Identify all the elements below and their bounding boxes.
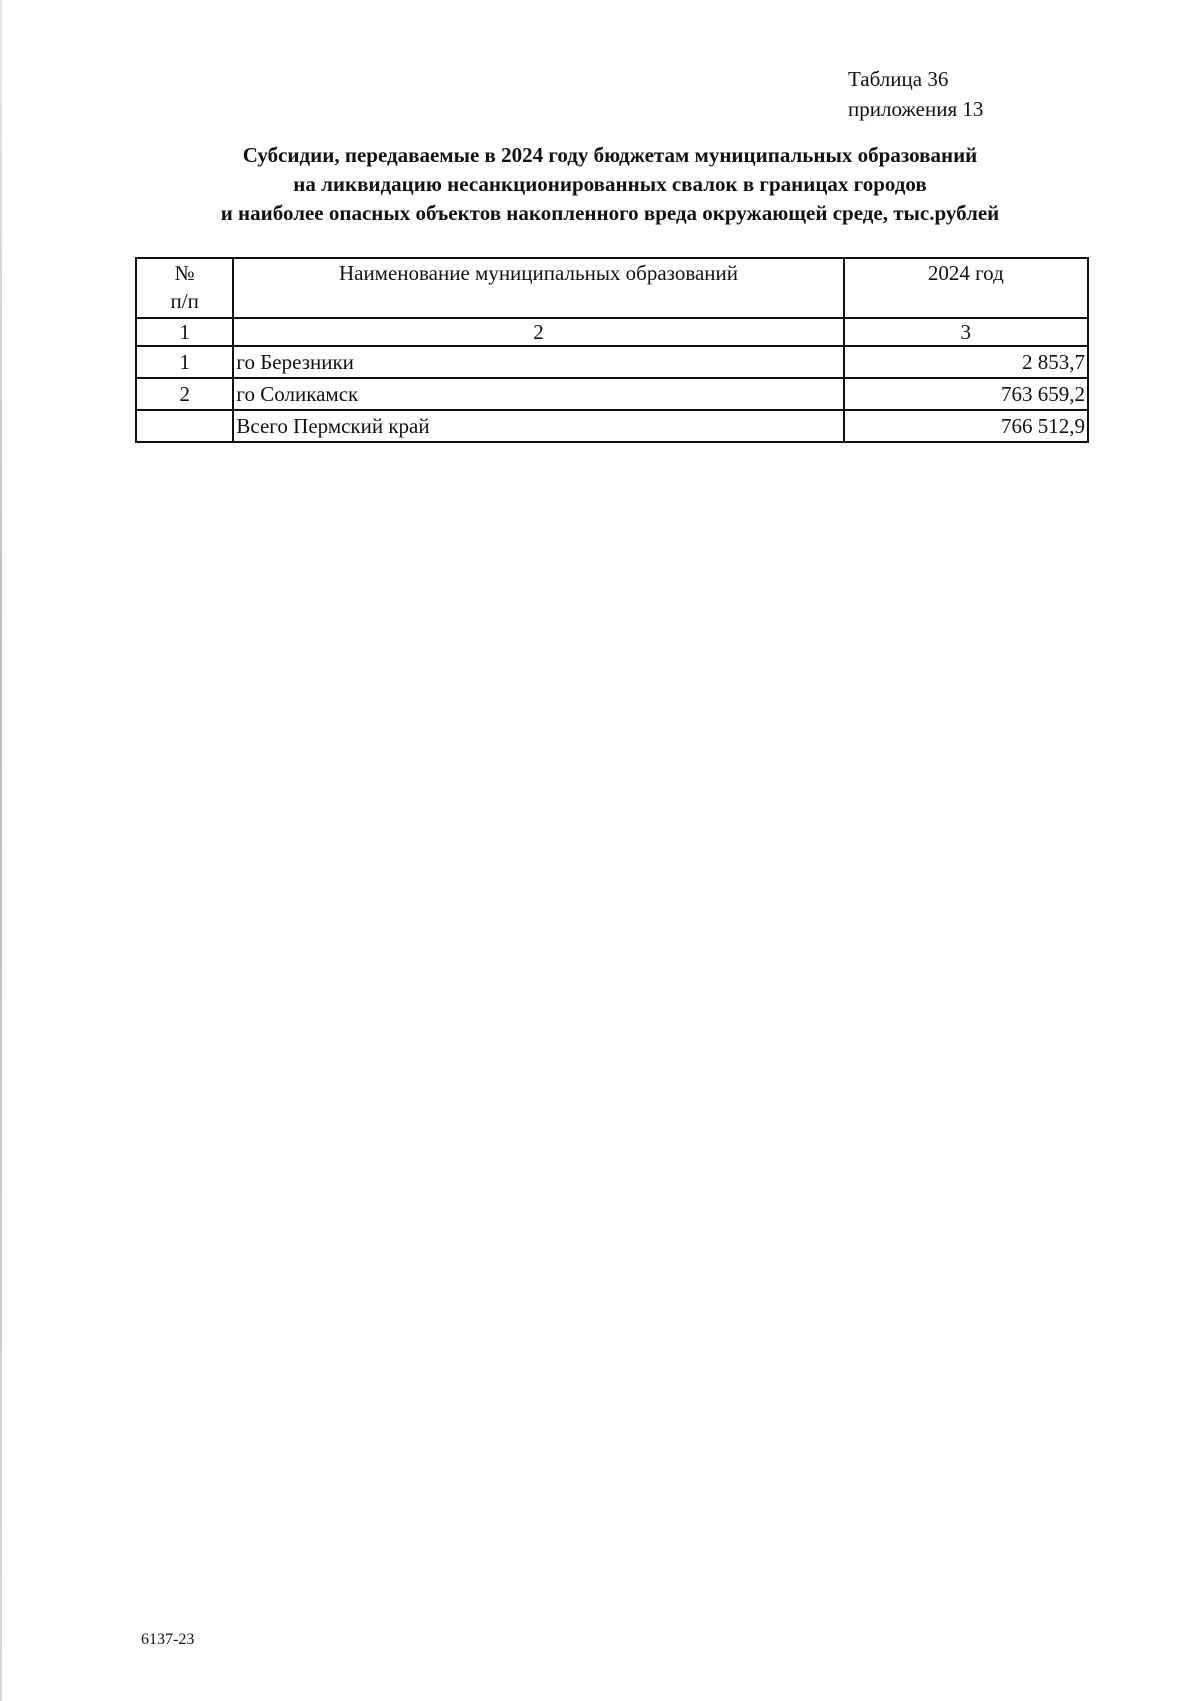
subsidies-table: [135, 257, 1089, 443]
row-name: Всего Пермский край: [233, 410, 843, 442]
row-number: [136, 410, 233, 442]
header-number-line-2: п/п: [170, 289, 199, 313]
column-number-1: 1: [136, 318, 233, 346]
appendix-label: приложения 13: [848, 97, 984, 121]
column-number-row: [136, 318, 1088, 346]
table-row: [136, 346, 1088, 378]
title-line-2: на ликвидацию несанкционированных свалок в границах городов: [293, 172, 927, 196]
table-label: Таблица 36: [848, 67, 949, 91]
document-code: 6137-23: [141, 1631, 195, 1648]
table-header-row: [136, 258, 1088, 318]
title-line-1: Субсидии, передаваемые в 2024 году бюджетам муниципальных образований: [242, 143, 978, 167]
row-value: 2 853,7: [844, 346, 1088, 378]
document-title: [110, 141, 1110, 228]
header-number: [136, 258, 233, 318]
header-number-line-1: №: [174, 261, 195, 285]
table-row: [136, 378, 1088, 410]
column-number-2: 2: [233, 318, 843, 346]
scan-edge: [0, 0, 2, 1701]
row-value: 766 512,9: [844, 410, 1088, 442]
row-number: 2: [136, 378, 233, 410]
header-name: Наименование муниципальных образований: [233, 258, 843, 318]
table-total-row: [136, 410, 1088, 442]
row-value: 763 659,2: [844, 378, 1088, 410]
table-reference: [848, 64, 983, 124]
row-number: 1: [136, 346, 233, 378]
row-name: го Березники: [233, 346, 843, 378]
column-number-3: 3: [844, 318, 1088, 346]
title-line-3: и наиболее опасных объектов накопленного вреда окружающей среде, тыс.рублей: [220, 201, 1000, 225]
header-year: 2024 год: [844, 258, 1088, 318]
row-name: го Соликамск: [233, 378, 843, 410]
